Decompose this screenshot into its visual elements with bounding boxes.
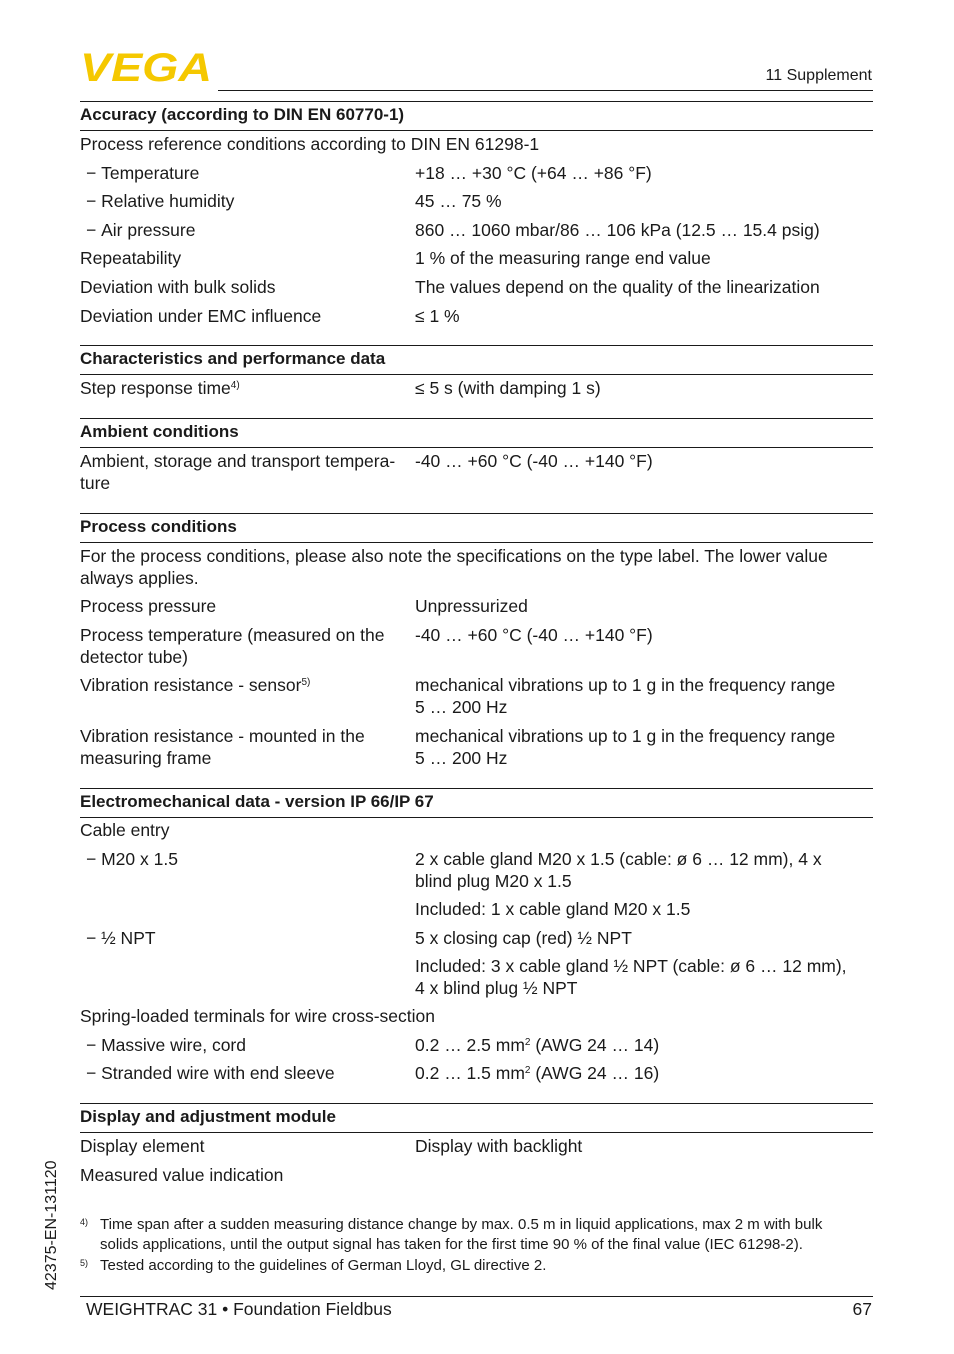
spec-label: Repeatability bbox=[80, 248, 182, 268]
footer-title: WEIGHTRAC 31 • Foundation Fieldbus bbox=[86, 1299, 392, 1319]
header-divider bbox=[218, 90, 873, 91]
spec-label: Deviation with bulk solids bbox=[80, 277, 276, 297]
spec-label: − Relative humidity bbox=[86, 190, 416, 212]
spec-label: − M20 x 1.5 bbox=[86, 848, 416, 870]
spec-label: Process pressure bbox=[80, 596, 217, 616]
chapter-title: 11 Supplement bbox=[765, 67, 872, 84]
spec-label: Measured value indication bbox=[80, 1165, 284, 1185]
accuracy-intro: Process reference conditions according to DIN EN 61298-1 bbox=[80, 134, 540, 154]
document-id: 42375-EN-131120 bbox=[43, 1160, 60, 1290]
spec-value: 5 x closing cap (red) ½ NPT bbox=[415, 928, 632, 948]
spec-value: 0.2 … 1.5 $mm^2$ (AWG 24 … 16) bbox=[415, 1063, 660, 1083]
spec-value: Included: 1 x cable gland M20 x 1.5 bbox=[415, 899, 691, 919]
spec-value: 1 % of the measuring range end value bbox=[415, 248, 711, 268]
footnote-mark: 4) bbox=[80, 1217, 89, 1227]
spec-value: 0.2 … 2.5 $mm^2$ (AWG 24 … 14) bbox=[415, 1035, 660, 1055]
section-heading-process: Process conditions bbox=[80, 513, 873, 543]
spec-value: -40 … +60 °C (-40 … +140 °F) bbox=[415, 451, 653, 471]
spec-value: Unpressurized bbox=[415, 596, 528, 616]
spec-value: Display with backlight bbox=[415, 1136, 583, 1156]
spec-value: 860 … 1060 mbar/86 … 106 kPa (12.5 … 15.4 psig) bbox=[415, 220, 820, 240]
section-heading-display: Display and adjustment module bbox=[80, 1103, 873, 1133]
spec-value: -40 … +60 °C (-40 … +140 °F) bbox=[415, 625, 653, 645]
page-number: 67 bbox=[852, 1299, 872, 1319]
spec-label: Vibration resistance - mounted in the measuring frame bbox=[80, 726, 365, 768]
spec-label: Vibration resistance - sensor$^{5)}$ bbox=[80, 675, 311, 695]
footnote-text: Tested according to the guidelines of German Lloyd, GL directive 2. bbox=[100, 1257, 547, 1274]
section-heading-ambient: Ambient conditions bbox=[80, 418, 873, 448]
footnote-ref: 4) bbox=[230, 380, 240, 391]
footnote-text: Time span after a sudden measuring distance change by max. 0.5 m in liquid applications, max 2 m with bulk solids applications, until the output signal has taken for the first time 90 % of the final value (IEC 61298-2). bbox=[100, 1216, 823, 1253]
section-heading-characteristics: Characteristics and performance data bbox=[80, 345, 873, 375]
spec-value: 45 … 75 % bbox=[415, 191, 502, 211]
spec-label: Step response time$^{4)}$ bbox=[80, 378, 240, 398]
spec-value: ≤ 1 % bbox=[415, 306, 460, 326]
spec-value: +18 … +30 °C (+64 … +86 °F) bbox=[415, 163, 652, 183]
spec-value: 2 x cable gland M20 x 1.5 (cable: ø 6 … 12 mm), 4 x blind plug M20 x 1.5 bbox=[415, 849, 822, 891]
cable-entry-label: Cable entry bbox=[80, 820, 170, 840]
terminals-label: Spring-loaded terminals for wire cross-section bbox=[80, 1006, 435, 1026]
vega-logo bbox=[80, 50, 212, 84]
spec-label: − Air pressure bbox=[86, 219, 416, 241]
spec-label: Deviation under EMC influence bbox=[80, 306, 322, 326]
section-heading-accuracy: Accuracy (according to DIN EN 60770-1) bbox=[80, 101, 873, 131]
spec-label: − ½ NPT bbox=[86, 927, 416, 949]
spec-value: Included: 3 x cable gland ½ NPT (cable: ø 6 … 12 mm), 4 x blind plug ½ NPT bbox=[415, 956, 847, 998]
footer-divider bbox=[80, 1296, 873, 1297]
spec-label: Process temperature (measured on the detector tube) bbox=[80, 625, 385, 667]
footnote-ref: 5) bbox=[301, 677, 311, 688]
section-heading-electromechanical: Electromechanical data - version IP 66/IP 67 bbox=[80, 788, 873, 818]
spec-label: − Temperature bbox=[86, 162, 416, 184]
logo-text: VEGA bbox=[80, 50, 212, 84]
spec-label: Ambient, storage and transport tempera- ture bbox=[80, 451, 396, 493]
process-intro: For the process conditions, please also note the specifications on the type label. The lower value always applies. bbox=[80, 546, 828, 588]
spec-value: The values depend on the quality of the linearization bbox=[415, 277, 820, 297]
spec-label: − Stranded wire with end sleeve bbox=[86, 1062, 416, 1084]
spec-label: − Massive wire, cord bbox=[86, 1034, 416, 1056]
spec-value: mechanical vibrations up to 1 g in the frequency range 5 … 200 Hz bbox=[415, 726, 836, 768]
spec-value: ≤ 5 s (with damping 1 s) bbox=[415, 378, 601, 398]
spec-value: mechanical vibrations up to 1 g in the frequency range 5 … 200 Hz bbox=[415, 675, 836, 717]
spec-label: Display element bbox=[80, 1136, 205, 1156]
footnote-mark: 5) bbox=[80, 1258, 89, 1268]
